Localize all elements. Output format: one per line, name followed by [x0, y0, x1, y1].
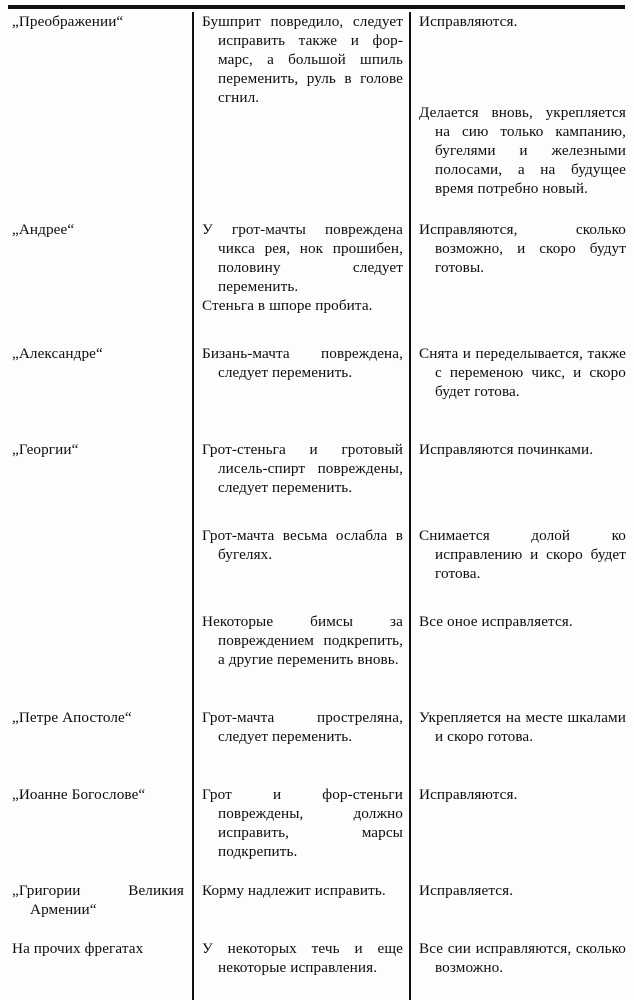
cell-repair-status	[409, 612, 634, 631]
table-row	[0, 12, 634, 220]
cell-repair-status	[409, 220, 634, 277]
repair-paragraph: Исправляются.	[419, 786, 518, 803]
ship-name-line: „Андрее“	[12, 221, 75, 238]
repair-paragraph: Делается вновь, укрепляется на сию только кампанию, бугелями и железными полосами, а на будущее время потребно новый.	[419, 104, 626, 198]
table-row	[0, 785, 634, 881]
cell-repair-status	[409, 12, 634, 199]
damage-paragraph: У грот-мачты повреждена чикса рея, нок прошибен, половину следует переменить.	[202, 221, 403, 296]
repair-paragraph: Укрепляется на месте шкалами и скоро готова.	[419, 709, 626, 746]
ship-name-line: На прочих фрегатах	[12, 940, 144, 957]
repair-paragraph: Исправляются починками.	[419, 441, 594, 458]
damage-paragraph: Грот-стеньга и гротовый лисель-спирт повреждены, следует переменить.	[202, 441, 403, 497]
cell-repair-status	[409, 440, 634, 459]
cell-repair-status	[409, 881, 634, 900]
cell-repair-status	[409, 526, 634, 583]
cell-damage-description	[192, 440, 409, 497]
cell-repair-status	[409, 708, 634, 746]
damage-report-table	[0, 12, 634, 1000]
cell-repair-status	[409, 785, 634, 804]
table-row	[0, 526, 634, 612]
cell-damage-description	[192, 939, 409, 977]
cell-ship-name	[0, 12, 192, 31]
cell-damage-description	[192, 785, 409, 861]
repair-paragraph: Снята и переделывается, также с переменою чикс, и скоро будет готова.	[419, 345, 626, 401]
damage-paragraph: У некоторых течь и еще некоторые исправления.	[202, 940, 403, 977]
ship-name-line: „Григории Великия	[12, 882, 184, 899]
ship-name-line: Армении“	[30, 901, 97, 919]
cell-damage-description	[192, 708, 409, 746]
table-row	[0, 939, 634, 1000]
cell-damage-description	[192, 12, 409, 107]
table-row	[0, 612, 634, 708]
damage-paragraph: Грот-мачта простреляна, следует переменить.	[202, 709, 403, 746]
cell-ship-name	[0, 785, 192, 804]
cell-damage-description	[192, 220, 409, 315]
cell-ship-name	[0, 440, 192, 459]
table-row	[0, 440, 634, 526]
cell-repair-status	[409, 939, 634, 977]
ship-name-line: „Петре Апостоле“	[12, 709, 132, 726]
repair-paragraph: Исправляется.	[419, 882, 514, 899]
cell-damage-description	[192, 612, 409, 669]
damage-paragraph: Некоторые бимсы за повреждением подкрепить, а другие переменить вновь.	[202, 613, 403, 669]
cell-ship-name	[0, 220, 192, 239]
damage-paragraph: Корму надлежит исправить.	[202, 882, 386, 899]
damage-paragraph: Грот-мачта весьма ослабла в бугелях.	[202, 527, 403, 564]
cell-ship-name	[0, 344, 192, 363]
cell-damage-description	[192, 881, 409, 900]
repair-paragraph: Снимается долой ко исправлению и скоро будет готова.	[419, 527, 626, 583]
table-row	[0, 881, 634, 939]
table-row	[0, 708, 634, 785]
cell-ship-name	[0, 939, 192, 958]
cell-repair-status	[409, 344, 634, 401]
ship-name-line: „Георгии“	[12, 441, 79, 458]
cell-ship-name	[0, 881, 192, 919]
repair-paragraph: Все оное исправляется.	[419, 613, 573, 630]
damage-paragraph: Бизань-мачта повреждена, следует переменить.	[202, 345, 403, 382]
ship-name-line: „Иоанне Богослове“	[12, 786, 146, 803]
cell-ship-name	[0, 708, 192, 727]
repair-paragraph: Все сии исправляются, сколько возможно.	[419, 940, 626, 977]
table-row	[0, 344, 634, 440]
damage-paragraph: Стеньга в шпоре пробита.	[202, 297, 373, 315]
cell-damage-description	[192, 526, 409, 564]
ship-name-line: „Преображении“	[12, 13, 124, 30]
table-top-rule	[8, 5, 625, 9]
table-row	[0, 220, 634, 344]
repair-paragraph: Исправляются, сколько возможно, и скоро будут готовы.	[419, 221, 626, 277]
damage-paragraph: Бушприт повредило, следует исправить также и фор-марс, а большой шпиль переменить, руль в голове сгнил.	[202, 13, 403, 107]
repair-paragraph: Исправляются.	[419, 13, 518, 30]
cell-damage-description	[192, 344, 409, 382]
damage-paragraph: Грот и фор-стеньги повреждены, должно исправить, марсы подкрепить.	[202, 786, 403, 861]
ship-name-line: „Александре“	[12, 345, 103, 362]
